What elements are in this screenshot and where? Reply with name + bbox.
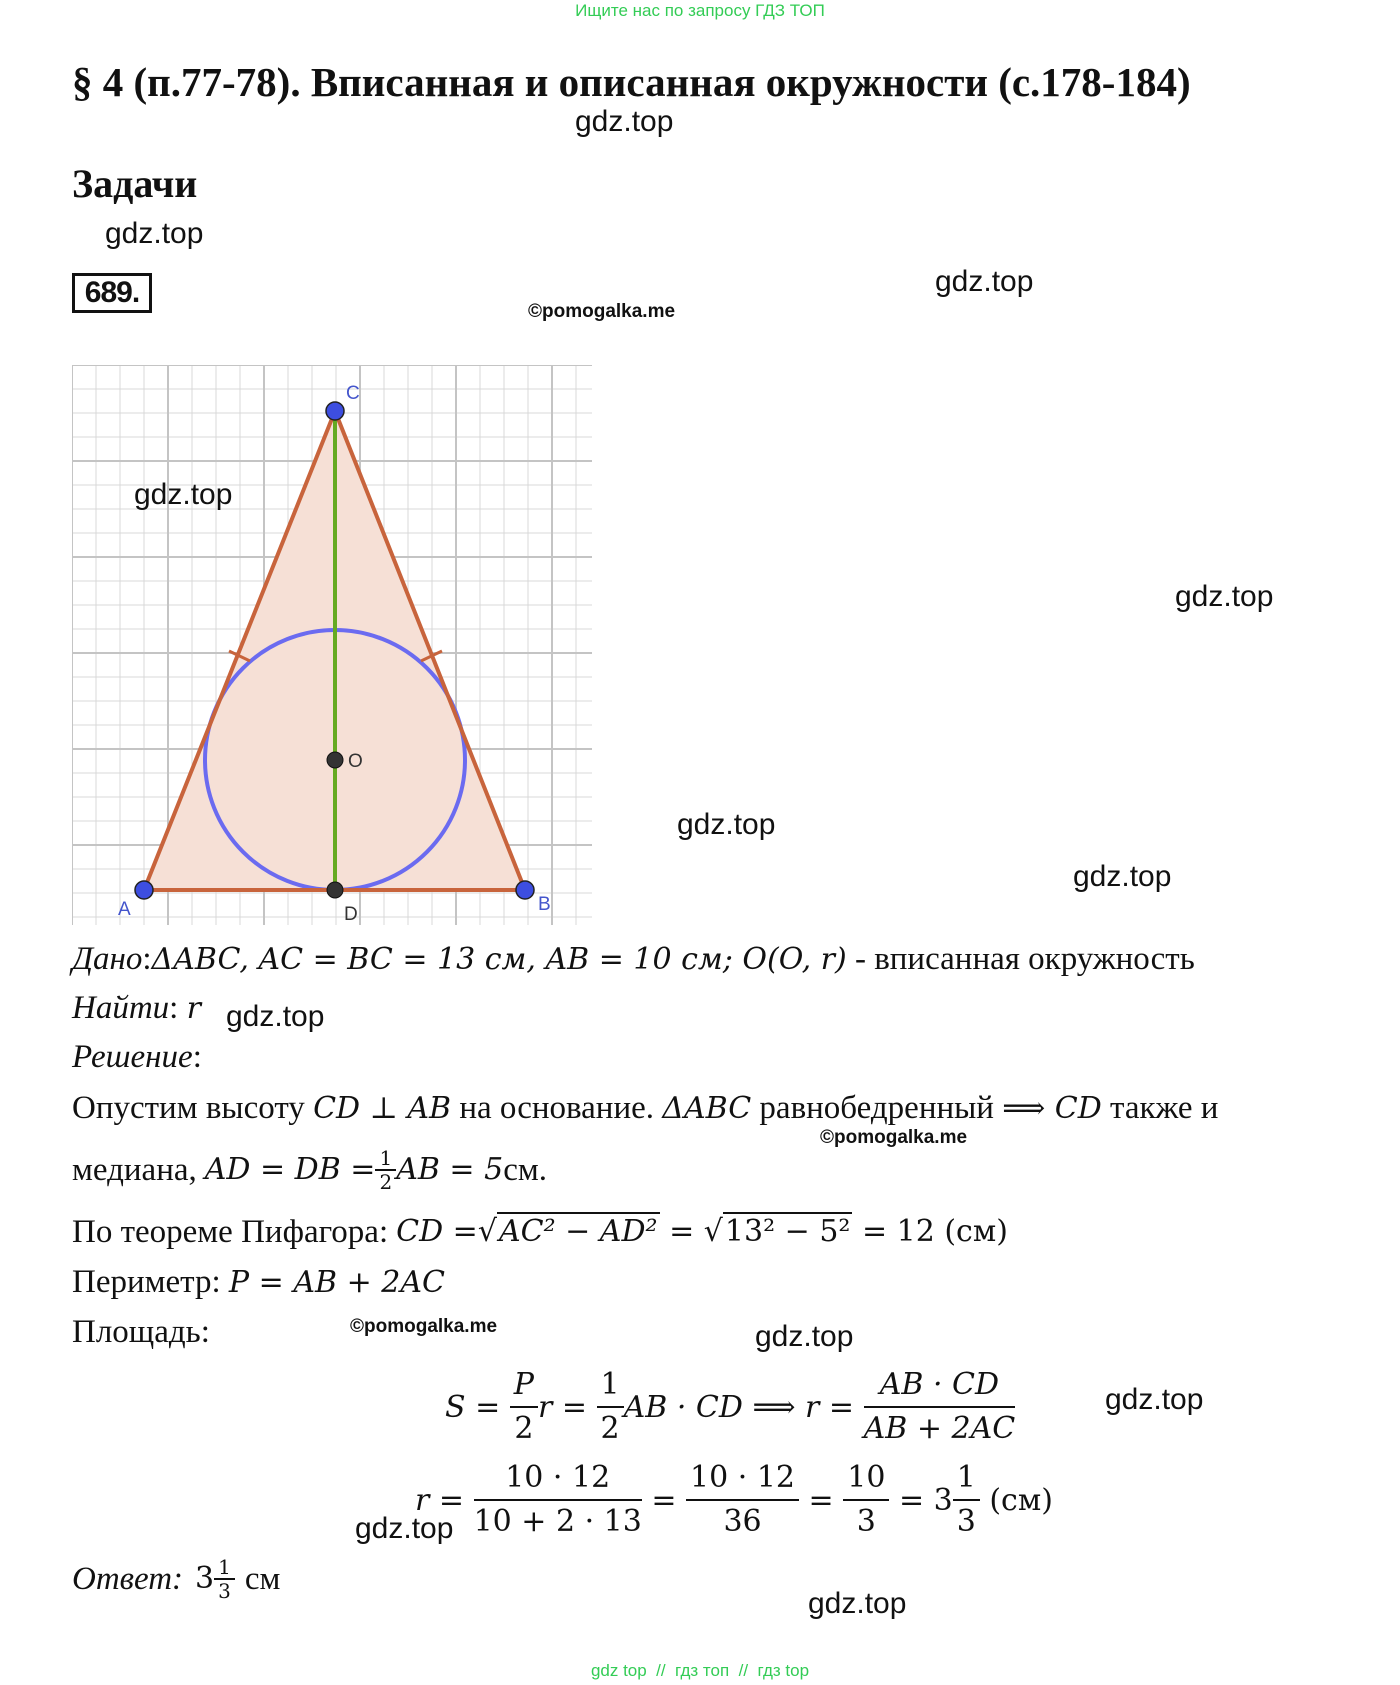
numerator: 10 xyxy=(843,1457,889,1501)
fraction-r xyxy=(864,1364,1016,1450)
denominator: AB + 2AC xyxy=(863,1411,1016,1446)
given-line xyxy=(72,939,1195,980)
text: Периметр: xyxy=(72,1264,229,1300)
find-label: Найти xyxy=(72,990,170,1026)
label-b: B xyxy=(538,894,551,915)
solution-colon: : xyxy=(192,1039,202,1075)
watermark: gdz.top xyxy=(755,1320,854,1353)
fraction-1 xyxy=(474,1457,642,1543)
footer: gdz top // гдз топ // гдз top xyxy=(590,1661,810,1680)
numerator: 1 xyxy=(214,1556,235,1580)
vertex-b xyxy=(516,881,534,899)
denominator: 3 xyxy=(856,1504,876,1539)
answer-fraction xyxy=(214,1556,235,1602)
fraction-4 xyxy=(953,1457,980,1543)
find-line xyxy=(72,988,201,1029)
copyright-stamp: ©pomogalka.me xyxy=(350,1316,498,1337)
denominator: 2 xyxy=(514,1411,534,1446)
fraction-p-over-2 xyxy=(510,1364,538,1450)
numerator: 10 · 12 xyxy=(474,1457,642,1501)
text: равнобедренный xyxy=(751,1090,1003,1126)
math: r = xyxy=(537,1389,597,1425)
label-d: D xyxy=(344,904,358,925)
radicand: 13² − 5² xyxy=(724,1214,851,1249)
find-math: r xyxy=(186,991,201,1026)
watermark: gdz.top xyxy=(105,217,204,250)
given-label: Дано xyxy=(72,941,143,977)
point-d xyxy=(327,882,343,898)
math: P = AB + 2AC xyxy=(228,1265,445,1300)
text: Опустим высоту xyxy=(72,1090,314,1126)
find-colon: : xyxy=(169,990,179,1026)
text: Площадь: xyxy=(72,1314,210,1350)
math: AB = 5 xyxy=(396,1152,504,1187)
watermark: gdz.top xyxy=(808,1587,907,1620)
solution-line-3 xyxy=(72,1212,1008,1252)
numerator: 1 xyxy=(953,1457,980,1501)
watermark: gdz.top xyxy=(677,808,776,841)
math: S = xyxy=(445,1389,510,1425)
denominator: 36 xyxy=(723,1504,762,1539)
given-math: ΔABC, AC = BC = 13 см, AB = 10 см; O(O, r) xyxy=(151,942,847,977)
denominator: 10 + 2 · 13 xyxy=(473,1504,642,1539)
answer-whole: 3 xyxy=(195,1561,215,1596)
top-banner: Ищите нас по запросу ГДЗ ТОП xyxy=(575,1,825,20)
problem-number: 689. xyxy=(72,273,152,313)
text: также и xyxy=(1101,1090,1219,1126)
math: AB · CD ⟹ r = xyxy=(623,1389,864,1425)
math: CD = xyxy=(396,1214,478,1249)
square-root: √AC² − AD² xyxy=(477,1214,658,1249)
solution-label-line xyxy=(72,1037,202,1077)
math: = xyxy=(799,1482,844,1518)
answer-unit: см xyxy=(244,1561,281,1597)
math: ⟹ CD xyxy=(1002,1091,1102,1126)
watermark: gdz.top xyxy=(226,1000,325,1033)
text: По теореме Пифагора: xyxy=(72,1214,389,1250)
watermark: gdz.top xyxy=(935,265,1034,298)
math: r = xyxy=(415,1482,474,1518)
solution-label: Решение xyxy=(72,1039,193,1075)
formula-area xyxy=(445,1355,1015,1459)
watermark: gdz.top xyxy=(134,478,233,511)
point-o xyxy=(327,752,343,768)
denominator: 2 xyxy=(600,1411,620,1446)
heading-tasks: Задачи xyxy=(72,161,198,206)
numerator: 1 xyxy=(375,1147,396,1171)
text: медиана, xyxy=(72,1152,197,1188)
vertex-a xyxy=(135,881,153,899)
watermark: gdz.top xyxy=(1073,860,1172,893)
text: см. xyxy=(503,1152,547,1188)
label-a: A xyxy=(118,899,131,920)
radicand: AC² − AD² xyxy=(498,1214,658,1249)
math: (см) xyxy=(979,1482,1053,1518)
square-root: √13² − 5² xyxy=(703,1214,851,1249)
math: = 3 xyxy=(889,1482,953,1518)
watermark: gdz.top xyxy=(1105,1383,1204,1416)
solution-line-5 xyxy=(72,1312,210,1352)
denominator: 3 xyxy=(956,1504,976,1539)
label-c: C xyxy=(346,383,360,404)
answer-label: Ответ: xyxy=(72,1561,184,1597)
denominator: 3 xyxy=(218,1579,231,1603)
numerator: 10 · 12 xyxy=(686,1457,799,1501)
watermark: gdz.top xyxy=(1175,580,1274,613)
given-tail: - вписанная окружность xyxy=(846,941,1195,977)
watermark: gdz.top xyxy=(575,105,674,138)
triangle-diagram xyxy=(72,365,602,930)
given-colon: : xyxy=(142,941,152,977)
solution-line-1 xyxy=(72,1088,1218,1129)
fraction-2 xyxy=(686,1457,799,1543)
denominator: 2 xyxy=(379,1170,393,1194)
math: = xyxy=(641,1482,687,1518)
numerator: P xyxy=(510,1364,538,1408)
math: = xyxy=(659,1214,704,1249)
math: ΔABC xyxy=(662,1091,752,1126)
section-title: § 4 (п.77-78). Вписанная и описанная окружности (с.178-184) xyxy=(72,59,1191,105)
numerator: AB · CD xyxy=(864,1364,1016,1408)
watermark: gdz.top xyxy=(355,1512,454,1545)
vertex-c xyxy=(326,402,344,420)
solution-line-4 xyxy=(72,1262,445,1303)
label-o: O xyxy=(348,751,363,772)
math: AD = DB = xyxy=(204,1152,376,1187)
text: на основание. xyxy=(451,1090,663,1126)
fraction-half xyxy=(375,1147,396,1193)
math: CD ⊥ AB xyxy=(313,1091,452,1126)
fraction-3 xyxy=(843,1457,889,1543)
formula-calc xyxy=(415,1448,1053,1552)
solution-line-2 xyxy=(72,1140,547,1200)
math: = 12 (см) xyxy=(852,1214,1008,1249)
numerator: 1 xyxy=(597,1364,624,1408)
answer-line xyxy=(72,1548,280,1610)
copyright-stamp: ©pomogalka.me xyxy=(820,1127,968,1148)
copyright-stamp: ©pomogalka.me xyxy=(528,301,676,322)
fraction-half xyxy=(597,1364,624,1450)
